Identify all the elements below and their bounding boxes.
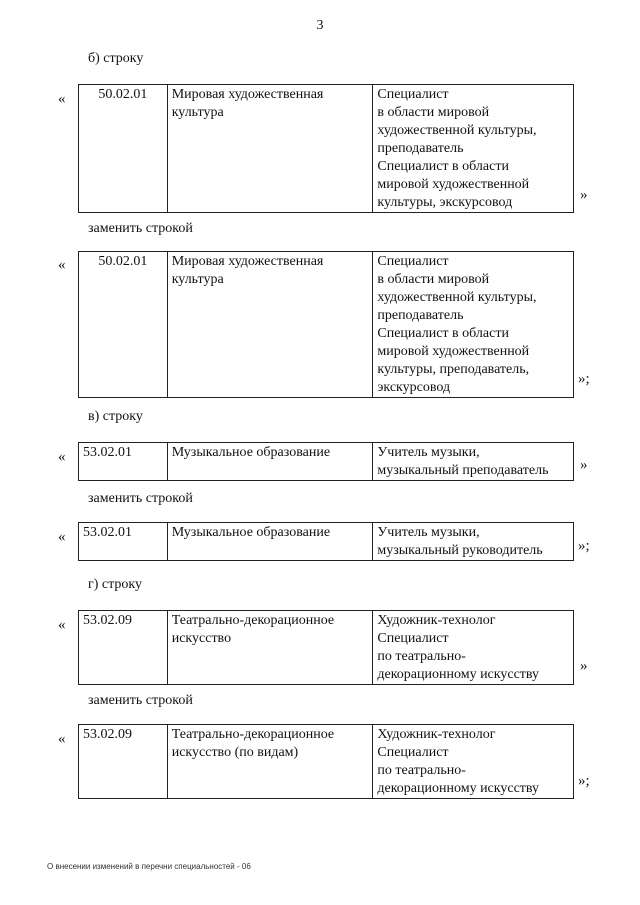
specialty-name: Театрально-декорационное искусство (по видам) — [167, 725, 373, 799]
qualification: Художник-технолог Специалист по театрально- декорационному искусству — [373, 725, 574, 799]
open-quote: « — [58, 257, 66, 273]
close-quote-semicolon: »; — [578, 773, 590, 789]
label-v-row: в) строку — [88, 409, 143, 424]
entry-table-1 — [78, 84, 574, 213]
table-row — [79, 725, 574, 799]
qualification: Художник-технолог Специалист по театрально- декорационному искусству — [373, 611, 574, 685]
entry-table-4 — [78, 522, 574, 561]
qualification: Специалист в области мировой художественной культуры, преподаватель Специалист в области мировой художественной культуры, экскурсовод — [373, 85, 574, 213]
specialty-name: Театрально-декорационное искусство — [167, 611, 373, 685]
footer-note: О внесении изменений в перечни специальностей - 06 — [47, 862, 251, 871]
close-quote: » — [580, 658, 588, 674]
open-quote: « — [58, 91, 66, 107]
open-quote: « — [58, 731, 66, 747]
open-quote: « — [58, 529, 66, 545]
label-g-row: г) строку — [88, 577, 143, 592]
label-replace-2: заменить строкой — [88, 491, 193, 506]
specialty-name: Музыкальное образование — [167, 443, 373, 481]
entry-table-3 — [78, 442, 574, 481]
entry-table-6 — [78, 724, 574, 799]
close-quote: » — [580, 187, 588, 203]
specialty-name: Мировая художественная культура — [167, 85, 373, 213]
qualification: Специалист в области мировой художественной культуры, преподаватель Специалист в области мировой художественной культуры, преподаватель, экскурсовод — [373, 252, 574, 398]
close-quote-semicolon: »; — [578, 538, 590, 554]
specialty-code: 53.02.09 — [79, 611, 168, 685]
table-row — [79, 523, 574, 561]
specialty-code: 53.02.01 — [79, 443, 168, 481]
page-number: 3 — [316, 18, 324, 33]
entry-table-2 — [78, 251, 574, 398]
table-row — [79, 611, 574, 685]
label-replace-1: заменить строкой — [88, 221, 193, 236]
close-quote-semicolon: »; — [578, 371, 590, 387]
open-quote: « — [58, 449, 66, 465]
label-replace-3: заменить строкой — [88, 693, 193, 708]
specialty-code: 53.02.01 — [79, 523, 168, 561]
specialty-name: Музыкальное образование — [167, 523, 373, 561]
table-row — [79, 443, 574, 481]
specialty-code: 50.02.01 — [79, 252, 168, 398]
specialty-code: 50.02.01 — [79, 85, 168, 213]
qualification: Учитель музыки, музыкальный руководитель — [373, 523, 574, 561]
open-quote: « — [58, 617, 66, 633]
label-b-row: б) строку — [88, 51, 144, 66]
entry-table-5 — [78, 610, 574, 685]
close-quote: » — [580, 457, 588, 473]
qualification: Учитель музыки, музыкальный преподаватель — [373, 443, 574, 481]
table-row — [79, 252, 574, 398]
specialty-code: 53.02.09 — [79, 725, 168, 799]
specialty-name: Мировая художественная культура — [167, 252, 373, 398]
table-row — [79, 85, 574, 213]
